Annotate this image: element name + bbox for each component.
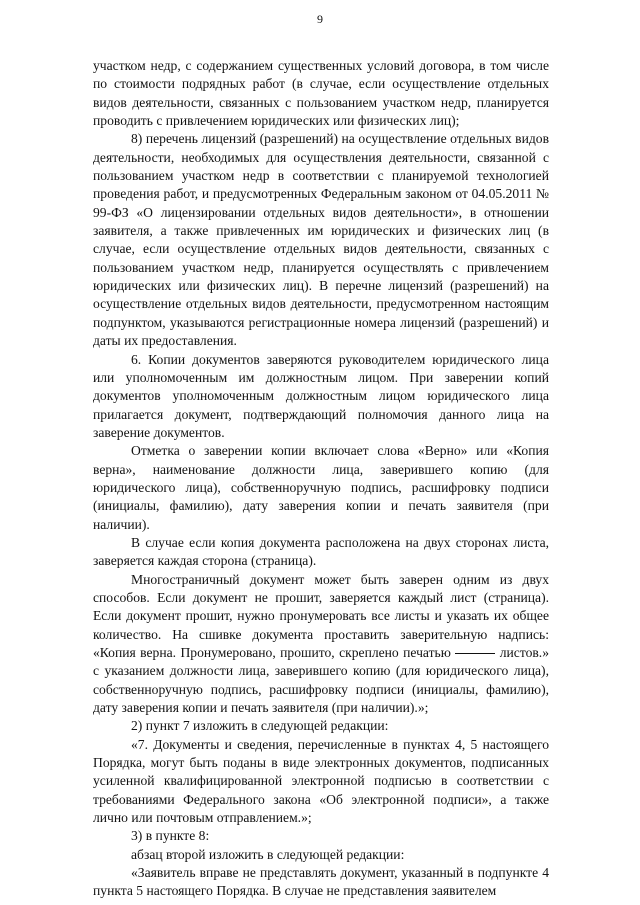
paragraph-multipage-document	[93, 571, 549, 718]
multipage-text-after: листов.» с указанием должности лица, заверившего копию (для юридического лица), собственноручную подпись, расшифровку подписи (инициалы, фамилию), дату заверения копии и печать заявителя (при наличии).»;	[93, 645, 549, 716]
paragraph-applicant-right: «Заявитель вправе не представлять документ, указанный в подпункте 4 пункта 5 настоящего Порядка. В случае не представления заявителем	[93, 865, 549, 899]
multipage-text-before: Многостраничный документ может быть заверен одним из двух способов. Если документ не прошит, заверяется каждый лист (страница). Если документ прошит, нужно пронумеровать все листы и указать их общее количество. На сшивке документа проставить заверительную надпись: «Копия верна. Пронумеровано, прошито, скреплено печатью	[93, 571, 549, 660]
paragraph-point-7-text: «7. Документы и сведения, перечисленные в пунктах 4, 5 настоящего Порядка, могут быть поданы в виде электронных документов, подписанных усиленной квалифицированной электронной подписью в соответствии с требованиями Федерального закона «Об электронной подписи», а также лично или почтовым отправлением.»;	[93, 736, 549, 826]
paragraph-item-8-licenses: 8) перечень лицензий (разрешений) на осуществление отдельных видов деятельности, необходимых для осуществления деятельности, связанной с пользованием участком недр в соответствии с планируемой технологией проведения работ, и предусмотренных Федеральным законом от 04.05.2011 № 99-ФЗ «О лицензировании отдельных видов деятельности», в отношении заявителя, а также привлеченных им юридических и физических лиц (в случае, если осуществление отдельных видов деятельности, связанных с пользованием участком недр, планируется осуществлять с привлечением юридических или физических лиц). В перечне лицензий (разрешений) на осуществление отдельных видов деятельности, предусмотренном настоящим подпунктом, указываются регистрационные номера лицензий (разрешений) и даты их предоставления.	[93, 131, 549, 349]
paragraph-amend-point-8: 3) в пункте 8:	[131, 828, 210, 844]
paragraph-two-sided-copy: В случае если копия документа расположена на двух сторонах листа, заверяется каждая сторона (страница).	[93, 534, 549, 569]
paragraph-second-abzac: абзац второй изложить в следующей редакции:	[131, 846, 405, 862]
paragraph-continuation: участком недр, с содержанием существенных условий договора, в том числе по стоимости подрядных работ (в случае, если осуществление отдельных видов деятельности, связанных с пользованием участком недр, планируется проводить с привлечением юридических или физических лиц);	[93, 58, 549, 129]
document-body	[93, 57, 549, 901]
paragraph-certification-mark: Отметка о заверении копии включает слова «Верно» или «Копия верна», наименование должности лица, заверившего копию (для юридического лица), собственноручную подпись, расшифровку подписи (инициалы, фамилию), дату заверения копии и печать заявителя (при наличии).	[93, 443, 549, 532]
paragraph-amend-point-7: 2) пункт 7 изложить в следующей редакции:	[131, 718, 389, 734]
paragraph-item-6-copies: 6. Копии документов заверяются руководителем юридического лица или уполномоченным им должностным лицом. При заверении копий документов уполномоченным должностным лицом юридического лица прилагается документ, подтверждающий полномочия данного лица на заверение документов.	[93, 351, 549, 440]
page-number: 9	[317, 12, 323, 26]
sheet-count-blank	[455, 652, 495, 654]
